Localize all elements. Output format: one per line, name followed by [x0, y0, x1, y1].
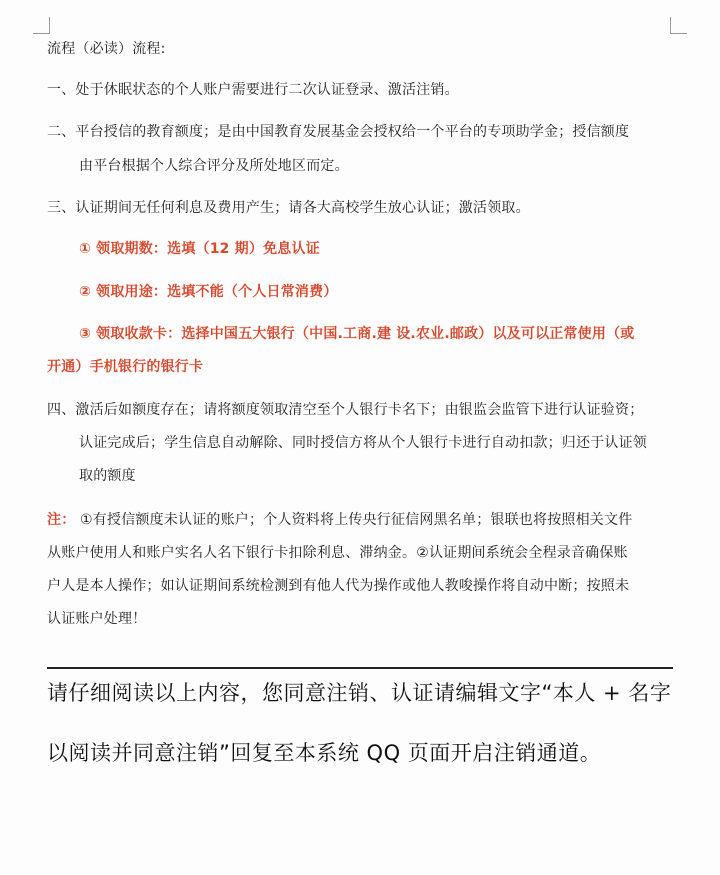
item-four-line3: 取的额度: [79, 468, 136, 484]
item-four-line2: 认证完成后；学生信息自动解除、同时授信方将从个人银行卡进行自动扣款；归还于认证领: [79, 435, 647, 451]
item-three: 三、认证期间无任何利息及费用产生；请各大高校学生放心认证；激活领取。: [47, 200, 530, 216]
note-line3: 户人是本人操作；如认证期间系统检测到有他人代为操作或他人教唆操作将自动中断；按照未: [47, 578, 630, 594]
document-title: 流程（必读）流程:: [47, 41, 166, 57]
item-two-line1: 二、平台授信的教育额度；是由中国教育发展基金会授权给一个平台的专项助学金；授信额度: [47, 124, 630, 140]
note-text-line1: ①有授信额度未认证的账户；个人资料将上传央行征信网黑名单；银联也将按照相关文件: [75, 512, 633, 528]
note-line1: [47, 510, 632, 530]
note-line2: 从账户使用人和账户实名人名下银行卡扣除利息、滞纳金。②认证期间系统会全程录音确保账: [47, 545, 628, 561]
sub-item-card-line1: ③ 领取收款卡：选择中国五大银行（中国.工商.建 设.农业.邮政）以及可以正常使用（或: [79, 326, 635, 342]
divider: [47, 667, 673, 669]
sub-item-periods: ① 领取期数：选填（12 期）免息认证: [79, 241, 320, 257]
item-one: 一、处于休眠状态的个人账户需要进行二次认证登录、激活注销。: [47, 82, 459, 98]
note-line4: 认证账户处理！: [47, 611, 147, 627]
sub-item-card-line2: 开通）手机银行的银行卡: [47, 359, 204, 375]
page-corner-mark-left: [33, 17, 50, 34]
item-two-line2: 由平台根据个人综合评分及所处地区而定。: [79, 158, 349, 174]
sub-item-purpose: ② 领取用途：选填不能（个人日常消费）: [79, 284, 338, 300]
footer-line2: 以阅读并同意注销”回复至本系统 QQ 页面开启注销通道。: [47, 741, 602, 765]
item-four-line1: 四、激活后如额度存在；请将额度领取清空至个人银行卡名下；由银监会监管下进行认证验资；: [47, 402, 644, 418]
page-corner-mark-right: [670, 17, 687, 34]
footer-line1: 请仔细阅读以上内容，您同意注销、认证请编辑文字“本人 + 名字: [47, 681, 672, 705]
note-label: 注：: [47, 512, 76, 528]
